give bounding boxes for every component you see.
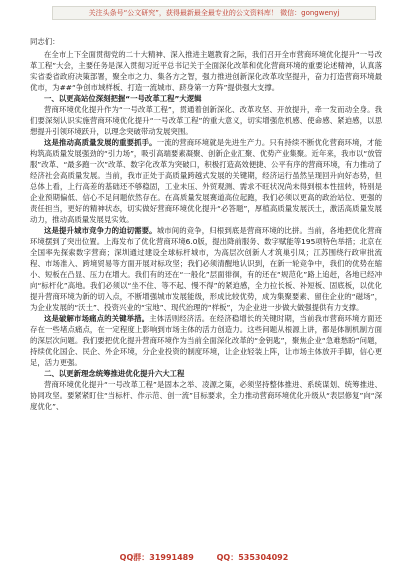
greeting: 同志们： — [30, 37, 60, 46]
qq-number: QQ：535304092 — [216, 553, 289, 562]
document-body — [30, 36, 382, 546]
paragraph-lead: 这是破解市场痛点的关键举措。 — [44, 314, 150, 323]
body-paragraph: 这是破解市场痛点的关键举措。主体活则经济活。在经济稳增长的关键时期，当前我市营商环境方面还存在一些堵点痛点，在一定程度上影响到市场主体的活力创造力。这些问题从根源上讲，都是体制机制方面的深层次问题。我们要把优化提升营商环境作为当前全面深化改革的“金钥匙”，聚焦企业“急难愁盼”问题，持续优化国企、民企、外企环境，分企业投资的制度环境，让企业轻装上阵，让市场主体放开手脚，信心更足，活力更强。 — [30, 314, 382, 367]
section-heading: 一、以更高站位深刻把握“一号改革工程”大逻辑 — [44, 94, 202, 103]
paragraph-lead: 这是推动高质量发展的重要抓手。 — [44, 138, 157, 147]
body-paragraph: 营商环境优化提升作为“一号改革工程”，贯通着创新深化、改革攻坚、开放提升，牵一发而动全身。我们要深刻认识实施营商环境优化提升“一号改革工程”的重大意义，切实增强危机感、使命感、紧迫感，以思想提升引领环境跃升，以理念突破带动发展突围。 — [30, 105, 382, 136]
body-paragraph: 这是推动高质量发展的重要抓手。一流的营商环境就是先进生产力。只有持续不断优化营商环境，才能构筑高质量发展强劲的“引力场”，吸引高端要素凝聚、创新企业汇聚、优势产业集聚。近年来，我市以“放管服”改革、“最多跑一次”改革、数字化改革为突破口，积极打造高效便捷、公平有序的营商环境，有力推动了经济社会高质量发展。当前，我市正处于高质量跨越式发展的关键期，经济运行虽然呈现回升向好态势，但总体上看，上行高差的基础还不够稳固，工业未压、外贸观测、需求不旺状况尚未得到根本性扭转，特别是企业预期偏低、信心不足问题依然存在。在高质量发展赛道高位起跑，我们必须以更高的政治站位、更强的责任担当，更好的精神状态，切实做好营商环境优化提升“必答题”，厚植高质量发展沃土，激活高质量发展动力，推动高质量发展見实效。 — [30, 138, 382, 224]
body-paragraph: 在全市上下全面贯彻党的二十大精神、深入推进主题教育之际，我们召开全市营商环境优化提升“一号改革工程”大会，主要任务是深入贯彻习近平总书记关于全面深化改革和优化营商环境的重要论述精神，认真落实省委省政府决策部署，聚全市之力、集各方之智，强力推进创新深化改革攻坚提升，奋力打造营商环境最优市，为##“争创市域样板、打造一流城市、跻身第一方阵”提供强大支撑。 — [30, 50, 382, 92]
promo-banner — [52, 6, 376, 20]
section-heading: 二、以更新理念统筹推进优化提升六大工程 — [44, 369, 185, 378]
promo-banner-text: 关注头条号“公文研究”，获得最新最全最专业的公文资料库！ 微信：gongwenyj — [88, 9, 340, 17]
contact-footer — [0, 552, 408, 564]
qq-group: QQ群：31991489 — [119, 553, 194, 562]
paragraph-list — [30, 49, 382, 412]
body-paragraph: 这是提升城市竞争力的迫切需要。城市间的竞争，归根到底是营商环境的比拼。当前，各地把优化营商环境摆到了突出位置。上海发布了优化营商环境6.0版，提出降前服务、数字赋能等195项特色举措；北京在全国率先探索数字营商；深圳通过建设全球标杆城市，为高层次创新人才筑巢引凤；江苏围绕行政审批流程、市场准入、跨境贸易等方面开展对标攻坚；我们必须清醒地认识到，在新一轮竞争中，我们的优势在缩小、短板在凸显、压力在增大。我们有的还在“一般化”层面徘徊，有的还在“规范化”路上追赶，各地已经冲向“标杆化”高地。我们必须以“坐不住、等不起、慢不得”的紧迫感，全力拉长板、补短板、固底板，以优化提升营商环境为新的切入点，不断增强城市发展能级，形成比较优势，成为集聚要素、留住企业的“磁场”，为企业发展的“沃土”、投资兴业的“宝地”、现代治理的“样板”，为企业进一步做大做强提供有力支撑。 — [30, 226, 382, 312]
paragraph-lead: 这是提升城市竞争力的迫切需要。 — [44, 226, 157, 235]
body-paragraph: 营商环境优化提升“一号改革工程”是固本之举、凌源之策，必须坚持整体推进、系统谋划、统筹推进、协同攻坚。要紧紧盯住“当标杆、作示范、创一流”目标要求，全力推动营商环境优化升级从“表层修复”向“深度优化”、 — [30, 380, 382, 411]
